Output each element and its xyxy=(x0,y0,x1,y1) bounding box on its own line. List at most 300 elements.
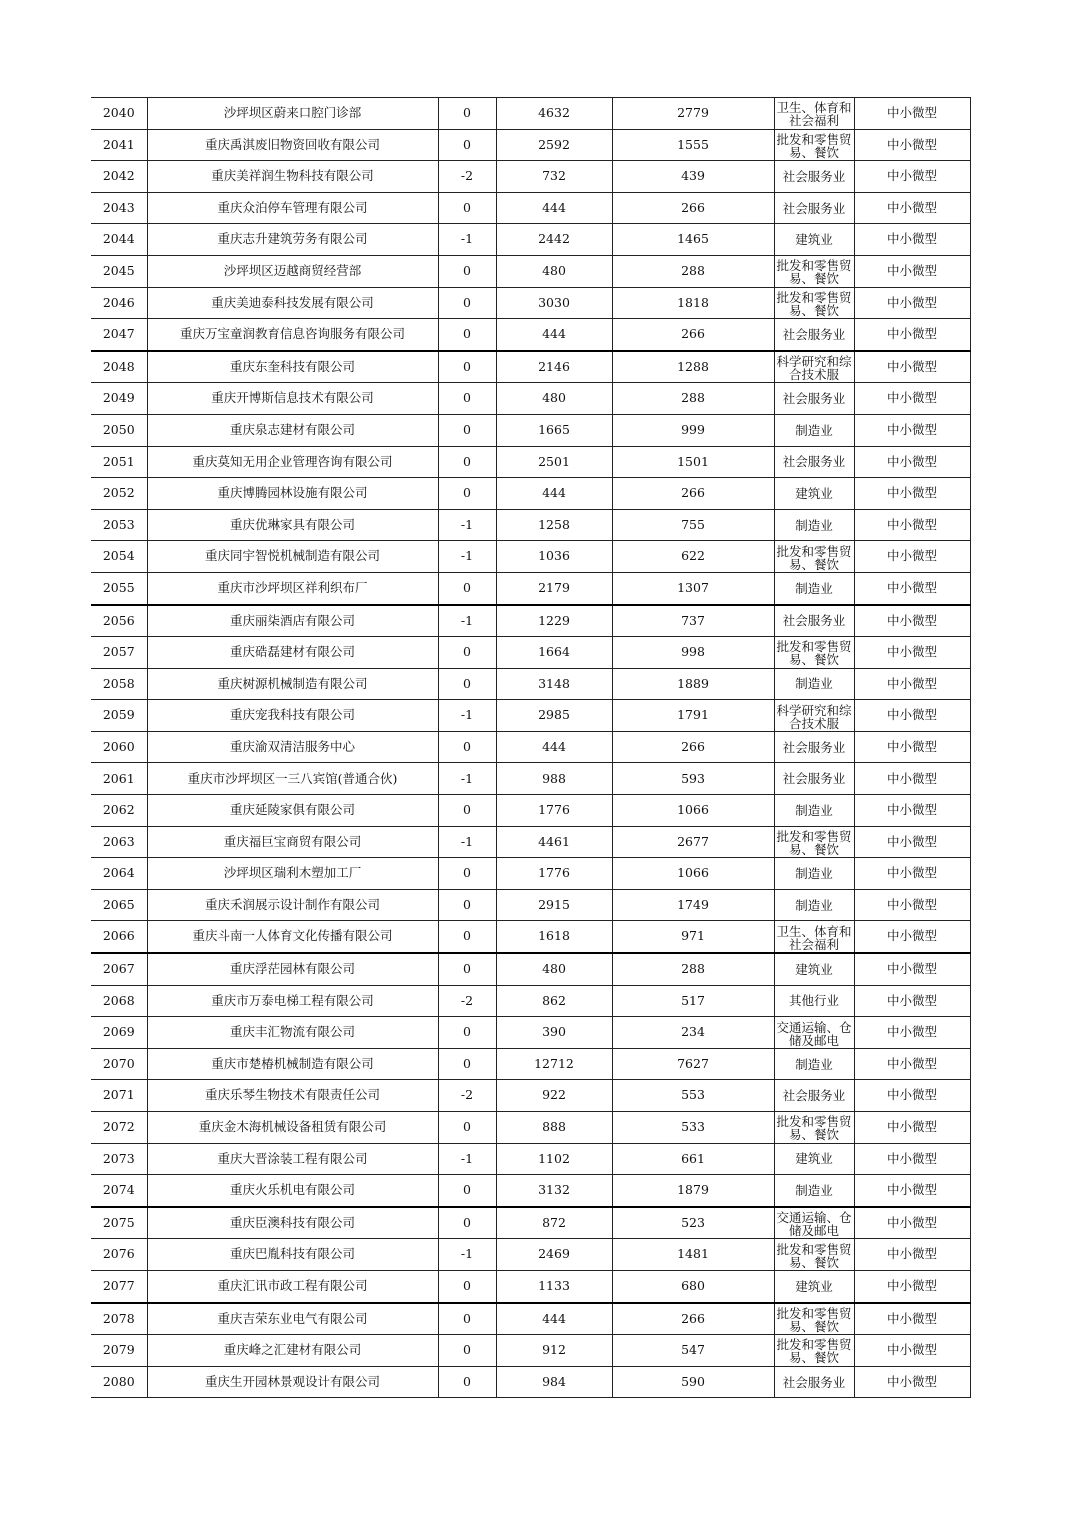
amount-a-cell xyxy=(496,637,612,669)
amount-a-cell xyxy=(496,192,612,224)
amount-b-cell-text: 593 xyxy=(681,770,705,786)
row-number-cell xyxy=(91,98,147,130)
company-name-cell xyxy=(147,161,438,193)
scale-cell xyxy=(854,858,970,890)
company-name-cell-text: 重庆福巨宝商贸有限公司 xyxy=(223,833,362,849)
scale-cell xyxy=(854,1270,970,1302)
amount-a-cell xyxy=(496,98,612,130)
row-number-cell-text: 2069 xyxy=(102,1024,135,1040)
amount-a-cell-text: 3148 xyxy=(538,675,570,691)
change-cell-text: -1 xyxy=(460,231,474,247)
amount-b-cell xyxy=(612,763,774,795)
scale-cell xyxy=(854,319,970,351)
industry-cell-text: 制造业 xyxy=(795,422,833,438)
company-name-cell-text: 重庆同宇智悦机械制造有限公司 xyxy=(204,548,380,564)
amount-a-cell xyxy=(496,287,612,319)
company-name-cell-text: 重庆丰汇物流有限公司 xyxy=(229,1024,355,1040)
row-number-cell-text: 2058 xyxy=(102,675,135,691)
amount-a-cell-text: 872 xyxy=(542,1214,566,1230)
company-name-cell-text: 重庆宠我科技有限公司 xyxy=(229,707,355,723)
company-name-cell-text: 重庆优琳家具有限公司 xyxy=(229,516,355,532)
scale-cell-text: 中小微型 xyxy=(886,992,937,1008)
amount-b-cell-text: 1501 xyxy=(677,453,709,469)
amount-b-cell-text: 680 xyxy=(681,1278,705,1294)
company-name-cell xyxy=(147,889,438,921)
company-name-cell-text: 重庆志升建筑劳务有限公司 xyxy=(217,231,368,247)
change-cell xyxy=(438,287,496,319)
row-number-cell-text: 2065 xyxy=(102,896,135,912)
amount-a-cell xyxy=(496,509,612,541)
company-name-cell xyxy=(147,98,438,130)
industry-cell-text: 社会服务业 xyxy=(782,613,846,629)
change-cell-text: 0 xyxy=(463,644,471,660)
scale-cell-text: 中小微型 xyxy=(886,390,937,406)
row-number-cell xyxy=(91,985,147,1017)
row-number-cell xyxy=(91,161,147,193)
amount-b-cell-text: 266 xyxy=(681,1310,705,1326)
company-name-cell-text: 重庆丽柒酒店有限公司 xyxy=(229,612,355,628)
amount-b-cell-text: 737 xyxy=(681,612,705,628)
row-number-cell-text: 2073 xyxy=(102,1150,135,1166)
table-row xyxy=(91,1335,970,1367)
scale-cell-text: 中小微型 xyxy=(886,1182,937,1198)
table-row xyxy=(91,1207,970,1239)
amount-a-cell xyxy=(496,161,612,193)
company-name-cell-text: 重庆斗南一人体育文化传播有限公司 xyxy=(192,928,393,944)
row-number-cell xyxy=(91,1335,147,1367)
amount-b-cell xyxy=(612,1080,774,1112)
amount-b-cell xyxy=(612,572,774,604)
row-number-cell-text: 2040 xyxy=(102,105,135,121)
change-cell xyxy=(438,1017,496,1049)
amount-a-cell-text: 2469 xyxy=(538,1246,570,1262)
industry-cell xyxy=(774,351,854,383)
change-cell xyxy=(438,1366,496,1398)
amount-a-cell-text: 1133 xyxy=(538,1278,570,1294)
amount-b-cell-text: 7627 xyxy=(677,1055,709,1071)
amount-b-cell-text: 2677 xyxy=(677,833,709,849)
company-name-cell-text: 重庆臣澳科技有限公司 xyxy=(229,1214,355,1230)
table-row xyxy=(91,351,970,383)
change-cell-text: -1 xyxy=(460,770,474,786)
change-cell-text: 0 xyxy=(463,326,471,342)
industry-cell xyxy=(774,637,854,669)
amount-a-cell-text: 2179 xyxy=(538,579,570,595)
change-cell-text: 0 xyxy=(463,263,471,279)
change-cell xyxy=(438,1048,496,1080)
amount-a-cell-text: 480 xyxy=(542,390,566,406)
table-row xyxy=(91,795,970,827)
company-name-cell-text: 重庆巴胤科技有限公司 xyxy=(229,1246,355,1262)
company-name-cell-text: 重庆开博斯信息技术有限公司 xyxy=(211,390,374,406)
change-cell xyxy=(438,731,496,763)
amount-a-cell-text: 862 xyxy=(542,992,566,1008)
amount-b-cell xyxy=(612,826,774,858)
amount-a-cell-text: 922 xyxy=(542,1087,566,1103)
industry-cell-text: 建筑业 xyxy=(795,232,833,248)
row-number-cell xyxy=(91,1143,147,1175)
amount-a-cell xyxy=(496,1335,612,1367)
change-cell xyxy=(438,192,496,224)
industry-cell xyxy=(774,795,854,827)
industry-cell-text: 社会服务业 xyxy=(782,168,846,184)
row-number-cell-text: 2062 xyxy=(102,802,135,818)
change-cell xyxy=(438,1207,496,1239)
amount-b-cell xyxy=(612,605,774,637)
scale-cell-text: 中小微型 xyxy=(886,1150,937,1166)
scale-cell-text: 中小微型 xyxy=(886,865,937,881)
amount-b-cell-text: 1879 xyxy=(677,1182,709,1198)
amount-b-cell-text: 547 xyxy=(681,1342,705,1358)
change-cell-text: -2 xyxy=(460,992,474,1008)
change-cell-text: -1 xyxy=(460,833,474,849)
amount-a-cell xyxy=(496,1303,612,1335)
table-row xyxy=(91,446,970,478)
company-name-cell xyxy=(147,1048,438,1080)
amount-a-cell xyxy=(496,1239,612,1271)
change-cell xyxy=(438,605,496,637)
amount-b-cell-text: 266 xyxy=(681,199,705,215)
industry-cell xyxy=(774,1335,854,1367)
scale-cell-text: 中小微型 xyxy=(886,707,937,723)
table-row xyxy=(91,1175,970,1207)
scale-cell-text: 中小微型 xyxy=(886,263,937,279)
change-cell-text: 0 xyxy=(463,961,471,977)
amount-a-cell-text: 2592 xyxy=(538,136,570,152)
row-number-cell xyxy=(91,731,147,763)
industry-cell xyxy=(774,1239,854,1271)
industry-cell xyxy=(774,1175,854,1207)
amount-b-cell xyxy=(612,224,774,256)
industry-cell-text: 社会服务业 xyxy=(782,454,846,470)
amount-b-cell-text: 1889 xyxy=(677,675,709,691)
amount-b-cell xyxy=(612,383,774,415)
change-cell xyxy=(438,985,496,1017)
amount-a-cell xyxy=(496,1270,612,1302)
change-cell-text: 0 xyxy=(463,453,471,469)
amount-a-cell xyxy=(496,763,612,795)
row-number-cell xyxy=(91,319,147,351)
amount-a-cell xyxy=(496,921,612,953)
row-number-cell xyxy=(91,1207,147,1239)
company-name-cell xyxy=(147,763,438,795)
scale-cell xyxy=(854,541,970,573)
amount-a-cell-text: 1229 xyxy=(538,612,570,628)
amount-a-cell xyxy=(496,319,612,351)
row-number-cell xyxy=(91,224,147,256)
industry-cell xyxy=(774,953,854,985)
amount-b-cell xyxy=(612,1303,774,1335)
amount-b-cell-text: 1465 xyxy=(677,231,709,247)
company-name-cell xyxy=(147,1080,438,1112)
industry-cell-text: 批发和零售贸易、餐饮 xyxy=(776,828,852,856)
amount-a-cell-text: 2442 xyxy=(538,231,570,247)
scale-cell xyxy=(854,731,970,763)
scale-cell-text: 中小微型 xyxy=(886,548,937,564)
change-cell-text: -1 xyxy=(460,548,474,564)
change-cell-text: -2 xyxy=(460,1087,474,1103)
scale-cell-text: 中小微型 xyxy=(886,199,937,215)
change-cell-text: -1 xyxy=(460,612,474,628)
company-name-cell xyxy=(147,255,438,287)
company-name-cell xyxy=(147,1143,438,1175)
scale-cell-text: 中小微型 xyxy=(886,231,937,247)
company-name-cell-text: 重庆渝双清洁服务中心 xyxy=(229,738,355,754)
amount-b-cell xyxy=(612,795,774,827)
industry-cell xyxy=(774,700,854,732)
industry-cell-text: 制造业 xyxy=(795,580,833,596)
row-number-cell xyxy=(91,1239,147,1271)
scale-cell-text: 中小微型 xyxy=(886,770,937,786)
change-cell xyxy=(438,763,496,795)
amount-a-cell-text: 444 xyxy=(542,326,566,342)
change-cell-text: 0 xyxy=(463,136,471,152)
company-name-cell-text: 重庆博腾园林设施有限公司 xyxy=(217,485,368,501)
row-number-cell-text: 2080 xyxy=(102,1373,135,1389)
table-row xyxy=(91,1080,970,1112)
change-cell-text: -2 xyxy=(460,168,474,184)
industry-cell xyxy=(774,1080,854,1112)
change-cell-text: 0 xyxy=(463,896,471,912)
scale-cell xyxy=(854,921,970,953)
amount-b-cell-text: 1481 xyxy=(677,1246,709,1262)
row-number-cell xyxy=(91,605,147,637)
table-row xyxy=(91,129,970,161)
industry-cell-text: 批发和零售贸易、餐饮 xyxy=(776,131,852,159)
scale-cell-text: 中小微型 xyxy=(886,326,937,342)
industry-cell-text: 社会服务业 xyxy=(782,326,846,342)
amount-a-cell-text: 1036 xyxy=(538,548,570,564)
company-name-cell xyxy=(147,795,438,827)
amount-b-cell-text: 590 xyxy=(681,1373,705,1389)
scale-cell-text: 中小微型 xyxy=(886,961,937,977)
company-name-cell-text: 重庆汇讯市政工程有限公司 xyxy=(217,1278,368,1294)
change-cell xyxy=(438,1270,496,1302)
row-number-cell-text: 2055 xyxy=(102,579,135,595)
scale-cell xyxy=(854,953,970,985)
amount-b-cell xyxy=(612,192,774,224)
industry-cell xyxy=(774,192,854,224)
table-row xyxy=(91,1143,970,1175)
scale-cell-text: 中小微型 xyxy=(886,453,937,469)
scale-cell-text: 中小微型 xyxy=(886,644,937,660)
scale-cell-text: 中小微型 xyxy=(886,675,937,691)
scale-cell xyxy=(854,224,970,256)
amount-a-cell-text: 1618 xyxy=(538,928,570,944)
change-cell xyxy=(438,224,496,256)
company-name-cell-text: 重庆市楚椿机械制造有限公司 xyxy=(211,1055,374,1071)
industry-cell-text: 社会服务业 xyxy=(782,739,846,755)
amount-a-cell-text: 2146 xyxy=(538,358,570,374)
company-name-cell xyxy=(147,826,438,858)
amount-b-cell xyxy=(612,287,774,319)
change-cell xyxy=(438,351,496,383)
scale-cell xyxy=(854,509,970,541)
amount-b-cell-text: 755 xyxy=(681,516,705,532)
change-cell xyxy=(438,255,496,287)
amount-b-cell-text: 553 xyxy=(681,1087,705,1103)
industry-cell-text: 建筑业 xyxy=(795,485,833,501)
table-row xyxy=(91,478,970,510)
amount-b-cell xyxy=(612,889,774,921)
change-cell-text: 0 xyxy=(463,358,471,374)
company-name-cell xyxy=(147,985,438,1017)
scale-cell-text: 中小微型 xyxy=(886,1087,937,1103)
scale-cell-text: 中小微型 xyxy=(886,612,937,628)
amount-b-cell-text: 1307 xyxy=(677,579,709,595)
scale-cell-text: 中小微型 xyxy=(886,1214,937,1230)
industry-cell xyxy=(774,414,854,446)
amount-b-cell-text: 288 xyxy=(681,263,705,279)
industry-cell-text: 批发和零售贸易、餐饮 xyxy=(776,639,852,667)
amount-b-cell xyxy=(612,1335,774,1367)
change-cell xyxy=(438,98,496,130)
row-number-cell xyxy=(91,826,147,858)
scale-cell xyxy=(854,446,970,478)
row-number-cell xyxy=(91,1175,147,1207)
company-name-cell xyxy=(147,637,438,669)
amount-a-cell xyxy=(496,953,612,985)
amount-b-cell xyxy=(612,1239,774,1271)
company-name-cell xyxy=(147,478,438,510)
scale-cell xyxy=(854,826,970,858)
row-number-cell xyxy=(91,351,147,383)
scale-cell xyxy=(854,1335,970,1367)
company-name-cell xyxy=(147,1270,438,1302)
change-cell-text: 0 xyxy=(463,390,471,406)
industry-cell xyxy=(774,1303,854,1335)
scale-cell xyxy=(854,414,970,446)
industry-cell xyxy=(774,224,854,256)
scale-cell-text: 中小微型 xyxy=(886,802,937,818)
industry-cell-text: 批发和零售贸易、餐饮 xyxy=(776,1114,852,1142)
table-row xyxy=(91,1366,970,1398)
enterprise-table xyxy=(91,97,971,1398)
amount-b-cell-text: 1288 xyxy=(677,358,709,374)
company-name-cell xyxy=(147,1175,438,1207)
industry-cell-text: 卫生、体育和社会福利 xyxy=(776,100,852,128)
row-number-cell xyxy=(91,478,147,510)
scale-cell-text: 中小微型 xyxy=(886,1342,937,1358)
amount-b-cell xyxy=(612,509,774,541)
row-number-cell xyxy=(91,1270,147,1302)
company-name-cell xyxy=(147,1303,438,1335)
amount-b-cell xyxy=(612,668,774,700)
company-name-cell-text: 沙坪坝区瑞利木塑加工厂 xyxy=(223,865,362,881)
industry-cell xyxy=(774,1270,854,1302)
change-cell-text: 0 xyxy=(463,421,471,437)
amount-b-cell xyxy=(612,858,774,890)
row-number-cell-text: 2075 xyxy=(102,1214,135,1230)
company-name-cell xyxy=(147,319,438,351)
amount-b-cell xyxy=(612,446,774,478)
industry-cell xyxy=(774,572,854,604)
company-name-cell xyxy=(147,351,438,383)
industry-cell xyxy=(774,1366,854,1398)
scale-cell-text: 中小微型 xyxy=(886,1278,937,1294)
amount-b-cell xyxy=(612,637,774,669)
change-cell xyxy=(438,414,496,446)
amount-a-cell xyxy=(496,700,612,732)
amount-a-cell-text: 444 xyxy=(542,199,566,215)
scale-cell-text: 中小微型 xyxy=(886,1373,937,1389)
change-cell-text: -1 xyxy=(460,516,474,532)
row-number-cell xyxy=(91,1048,147,1080)
industry-cell xyxy=(774,731,854,763)
company-name-cell xyxy=(147,731,438,763)
scale-cell xyxy=(854,1175,970,1207)
industry-cell xyxy=(774,1143,854,1175)
amount-a-cell xyxy=(496,1175,612,1207)
industry-cell xyxy=(774,98,854,130)
company-name-cell-text: 重庆延陵家俱有限公司 xyxy=(229,802,355,818)
industry-cell-text: 制造业 xyxy=(795,802,833,818)
industry-cell xyxy=(774,1112,854,1144)
amount-a-cell-text: 480 xyxy=(542,961,566,977)
amount-b-cell-text: 266 xyxy=(681,326,705,342)
scale-cell xyxy=(854,478,970,510)
amount-b-cell xyxy=(612,1366,774,1398)
table-row xyxy=(91,98,970,130)
row-number-cell-text: 2070 xyxy=(102,1055,135,1071)
scale-cell-text: 中小微型 xyxy=(886,294,937,310)
company-name-cell xyxy=(147,287,438,319)
company-name-cell xyxy=(147,668,438,700)
scale-cell xyxy=(854,605,970,637)
amount-a-cell-text: 3132 xyxy=(538,1182,570,1198)
row-number-cell xyxy=(91,383,147,415)
row-number-cell xyxy=(91,287,147,319)
industry-cell-text: 交通运输、仓储及邮电 xyxy=(776,1019,852,1047)
amount-b-cell-text: 288 xyxy=(681,961,705,977)
amount-a-cell-text: 390 xyxy=(542,1024,566,1040)
row-number-cell xyxy=(91,192,147,224)
change-cell-text: 0 xyxy=(463,199,471,215)
industry-cell-text: 批发和零售贸易、餐饮 xyxy=(776,1241,852,1269)
amount-b-cell xyxy=(612,1207,774,1239)
amount-a-cell xyxy=(496,826,612,858)
table-row xyxy=(91,192,970,224)
scale-cell-text: 中小微型 xyxy=(886,136,937,152)
scale-cell-text: 中小微型 xyxy=(886,516,937,532)
company-name-cell xyxy=(147,541,438,573)
amount-a-cell-text: 1665 xyxy=(538,421,570,437)
scale-cell-text: 中小微型 xyxy=(886,1024,937,1040)
amount-b-cell-text: 234 xyxy=(681,1024,705,1040)
scale-cell-text: 中小微型 xyxy=(886,1246,937,1262)
table-row xyxy=(91,572,970,604)
company-name-cell xyxy=(147,509,438,541)
scale-cell-text: 中小微型 xyxy=(886,896,937,912)
scale-cell xyxy=(854,1207,970,1239)
amount-a-cell-text: 4461 xyxy=(538,833,570,849)
row-number-cell-text: 2066 xyxy=(102,928,135,944)
amount-a-cell-text: 1776 xyxy=(538,865,570,881)
table-row xyxy=(91,763,970,795)
row-number-cell-text: 2068 xyxy=(102,992,135,1008)
row-number-cell xyxy=(91,953,147,985)
amount-a-cell xyxy=(496,129,612,161)
company-name-cell xyxy=(147,224,438,256)
amount-b-cell xyxy=(612,319,774,351)
amount-a-cell xyxy=(496,541,612,573)
change-cell xyxy=(438,1303,496,1335)
industry-cell-text: 社会服务业 xyxy=(782,1088,846,1104)
amount-a-cell-text: 1258 xyxy=(538,516,570,532)
amount-a-cell-text: 1776 xyxy=(538,802,570,818)
amount-a-cell-text: 1102 xyxy=(538,1150,570,1166)
scale-cell xyxy=(854,161,970,193)
